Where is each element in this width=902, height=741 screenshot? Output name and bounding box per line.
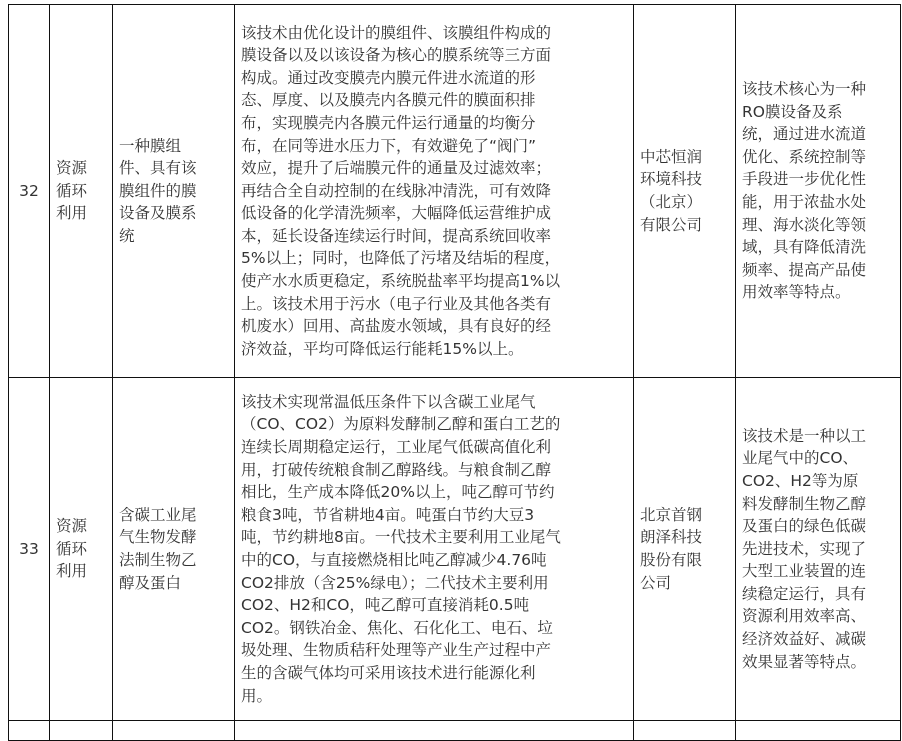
- text-line: 大型工业装置的连: [742, 562, 867, 581]
- text-line: 频率、提高产品使: [742, 260, 867, 279]
- text-line: CO2排放（含25%绿电）；二代技术主要利用: [241, 573, 549, 592]
- text-line: 循环: [56, 181, 88, 200]
- text-line: 膜设备以及以该设备为核心的膜系统等三方面: [241, 46, 552, 65]
- text-line: 环境科技: [640, 170, 703, 189]
- text-line: 中芯恒润: [640, 147, 703, 166]
- text-line: 法制生物乙: [119, 551, 197, 569]
- text-line: 连续长周期稳定运行，工业尾气低碳高值化利: [241, 438, 552, 457]
- text-line: 有限公司: [640, 215, 703, 234]
- text-line: 布，实现膜壳内各膜元件运行通量的均衡分: [241, 113, 536, 132]
- table-row: [9, 378, 901, 721]
- text-line: 北京首钢: [640, 505, 703, 524]
- text-line: 布，在同等进水压力下，有效避免了“阀门”: [241, 136, 537, 155]
- text-line: 态、厚度、以及膜壳内各膜元件的膜面积排: [241, 91, 536, 110]
- text-line: 设备及膜系: [119, 204, 197, 223]
- text-line: CO2、H2等为原: [742, 471, 859, 490]
- text-line: 股份有限: [640, 551, 703, 569]
- empty-cell: [634, 721, 736, 741]
- text-line: 粮食3吨，节省耕地4亩。吨蛋白节约大豆3: [241, 505, 535, 524]
- text-line: 资源利用效率高、: [742, 607, 867, 626]
- text-line: 续稳定运行，具有: [742, 584, 867, 603]
- text-line: 资源: [56, 159, 88, 178]
- table-row: [9, 5, 901, 378]
- empty-cell: [9, 721, 50, 741]
- text-line: 资源: [56, 517, 88, 536]
- text-line: 先进技术，实现了: [742, 539, 867, 558]
- text-line: 优化、系统控制等: [742, 147, 867, 166]
- text-line: 机废水）回用、高盐废水领域，具有良好的经: [241, 317, 552, 336]
- text-line: 构成。通过改变膜壳内膜元件进水流道的形: [241, 68, 536, 87]
- text-line: 经济效益好、减碳: [742, 630, 867, 649]
- text-line: 朗泽科技: [640, 528, 703, 547]
- text-line: 膜组件的膜: [119, 181, 197, 200]
- category-cell: [50, 5, 113, 378]
- text-line: 统: [119, 226, 135, 245]
- text-line: 低设备的化学清洗频率，大幅降低运营维护成: [241, 204, 552, 223]
- text-line: 吨，节约耕地8亩。一代技术主要利用工业尾气: [241, 528, 561, 547]
- text-line: 该技术是一种以工: [742, 426, 867, 445]
- text-line: 醇及蛋白: [119, 573, 182, 592]
- text-line: 公司: [640, 573, 672, 592]
- text-line: 利用: [56, 562, 88, 581]
- text-line: 济效益，平均可降低运行能耗15%以上。: [241, 339, 524, 358]
- text-line: 气生物发酵: [119, 528, 197, 547]
- text-line: 本，延长设备连续运行时间，提高系统回收率: [241, 226, 552, 245]
- description-cell: [235, 378, 634, 721]
- technology-name-cell: [113, 378, 235, 721]
- text-line: 效应，提升了后端膜元件的通量及过滤效率；: [241, 159, 552, 178]
- company-cell: [634, 5, 736, 378]
- text-line: 件、具有该: [119, 159, 197, 178]
- empty-cell: [235, 721, 634, 741]
- text-line: 利用: [56, 204, 88, 223]
- row-number: 32: [9, 5, 50, 378]
- text-line: 上。该技术用于污水（电子行业及其他各类有: [241, 294, 552, 313]
- text-line: 用，打破传统粮食制乙醇路线。与粮食制乙醇: [241, 460, 552, 479]
- text-line: 中的CO，与直接燃烧相比吨乙醇减少4.76吨: [241, 551, 547, 569]
- category-cell: [50, 378, 113, 721]
- text-line: 含碳工业尾: [119, 505, 197, 524]
- empty-cell: [736, 721, 901, 741]
- text-line: 循环: [56, 539, 88, 558]
- table-row-partial: [9, 721, 901, 741]
- text-line: 一种膜组: [119, 136, 182, 155]
- text-line: 效果显著等特点。: [742, 652, 867, 671]
- text-line: 用。: [241, 686, 273, 705]
- text-line: 生的含碳气体均可采用该技术进行能源化利: [241, 663, 536, 682]
- text-line: 料发酵制生物乙醇: [742, 494, 867, 513]
- text-line: CO2、H2和CO，吨乙醇可直接消耗0.5吨: [241, 596, 530, 615]
- text-line: 圾处理、生物质秸秆处理等产业生产过程中产: [241, 641, 552, 660]
- empty-cell: [113, 721, 235, 741]
- text-line: RO膜设备及系: [742, 102, 843, 121]
- empty-cell: [50, 721, 113, 741]
- text-line: 使产水水质更稳定，系统脱盐率平均提高1%以: [241, 272, 561, 291]
- technology-table: [8, 4, 901, 741]
- features-cell: [736, 5, 901, 378]
- text-line: （北京）: [640, 193, 703, 211]
- text-line: CO2。钢铁冶金、焦化、石化化工、电石、垃: [241, 618, 553, 637]
- text-line: 再结合全自动控制的在线脉冲清洗，可有效降: [241, 181, 552, 200]
- text-line: 5%以上；同时，也降低了污堵及结垢的程度，: [241, 249, 561, 268]
- text-line: 用效率等特点。: [742, 283, 851, 302]
- description-cell: [235, 5, 634, 378]
- text-line: 相比，生产成本降低20%以上，吨乙醇可节约: [241, 483, 555, 502]
- text-line: 业尾气中的CO、: [742, 449, 859, 468]
- technology-name-cell: [113, 5, 235, 378]
- text-line: 该技术核心为一种: [742, 80, 867, 99]
- text-line: 及蛋白的绿色低碳: [742, 517, 867, 536]
- text-line: 理、海水淡化等领: [742, 215, 867, 234]
- company-cell: [634, 378, 736, 721]
- text-line: 能，用于浓盐水处: [742, 193, 867, 211]
- text-line: 该技术实现常温低压条件下以含碳工业尾气: [241, 392, 536, 411]
- text-line: 手段进一步优化性: [742, 170, 867, 189]
- features-cell: [736, 378, 901, 721]
- row-number: 33: [9, 378, 50, 721]
- text-line: （CO、CO2）为原料发酵制乙醇和蛋白工艺的: [241, 415, 561, 434]
- text-line: 域，具有降低清洗: [742, 238, 867, 257]
- text-line: 统，通过进水流道: [742, 125, 867, 144]
- text-line: 该技术由优化设计的膜组件、该膜组件构成的: [241, 23, 552, 42]
